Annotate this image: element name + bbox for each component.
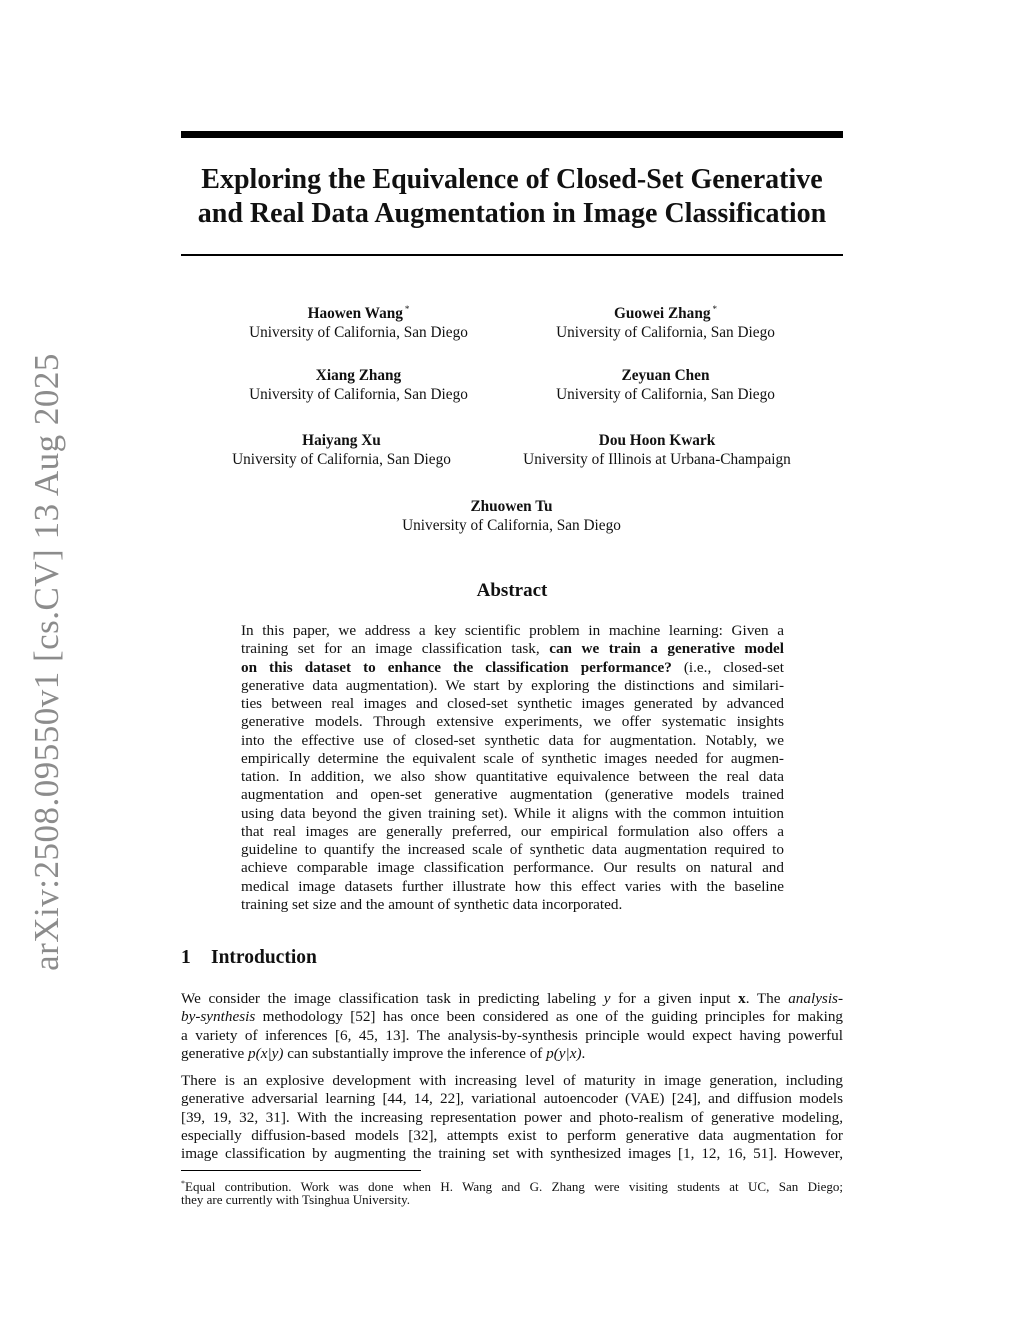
author-name: Zhuowen Tu	[470, 498, 553, 515]
paper-title	[160, 163, 864, 231]
author-block	[390, 497, 633, 535]
title-line: and Real Data Augmentation in Image Classification	[197, 198, 827, 229]
section-title: Introduction	[211, 947, 317, 968]
math-symbol: x	[738, 990, 746, 1007]
author-name: Haowen Wang *	[307, 304, 410, 322]
abstract-line: In this paper, we address a key scientific problem in machine learning: Given a	[241, 622, 784, 639]
abstract-line: into the effective use of closed-set synthetic data for augmentation. Notably, we	[241, 731, 784, 749]
title-bottom-rule	[181, 254, 843, 256]
paragraph-line: image classification by augmenting the training set with synthesized images [1, 12, 16, 51]. However,	[181, 1145, 843, 1162]
section-heading-introduction	[181, 947, 317, 969]
title-line: Exploring the Equivalence of Closed-Set Generative	[201, 164, 823, 195]
abstract-line: ties between real images and closed-set synthetic images generated by advanced	[241, 695, 784, 712]
abstract-line: empirically determine the equivalent scale of synthetic images needed for augmen-	[241, 749, 784, 767]
author-affiliation: University of California, San Diego	[556, 324, 775, 341]
author-name: Haiyang Xu	[302, 432, 381, 449]
emphasis-text: analysis-	[788, 990, 844, 1007]
abstract-line: training set size and the amount of synthetic data incorporated.	[241, 895, 623, 913]
author-affiliation: University of California, San Diego	[402, 517, 621, 534]
footnote	[181, 1176, 843, 1208]
author-block	[237, 366, 480, 404]
abstract-line: training set for an image classification task, can we train a generative model	[241, 640, 785, 658]
abstract-line: tation. In addition, we also show quantitative equivalence between the real data	[241, 768, 784, 785]
author-affiliation: University of California, San Diego	[556, 386, 775, 403]
author-block	[502, 431, 812, 469]
paragraph-line: There is an explosive development with increasing level of maturity in image generation, including	[181, 1072, 843, 1089]
abstract-emphasis: on this dataset to enhance the classification performance?	[241, 658, 672, 676]
footnote-rule	[181, 1170, 421, 1171]
author-name: Xiang Zhang	[315, 367, 402, 384]
author-block	[544, 300, 787, 342]
author-affiliation: University of Illinois at Urbana-Champaign	[523, 451, 791, 468]
abstract-line: generative data augmentation). We start by exploring the distinctions and similari-	[241, 676, 784, 694]
emphasis-text: by-synthesis	[181, 1008, 256, 1026]
abstract-heading: Abstract	[476, 580, 548, 601]
footnote-line: they are currently with Tsinghua University.	[181, 1192, 411, 1207]
author-name: Dou Hoon Kwark	[598, 432, 716, 449]
intro-paragraph	[181, 990, 843, 1063]
paragraph-line: [39, 19, 32, 31]. With the increasing representation power and photo-realism of generative modeling,	[181, 1108, 843, 1126]
paragraph-line: generative p(x|y) can substantially improve the inference of p(y|x).	[181, 1044, 586, 1062]
paragraph-line: a variety of inferences [6, 45, 13]. The analysis-by-synthesis principle would expect having powerful	[181, 1026, 843, 1044]
paragraph-line: especially diffusion-based models [32], attempts exist to perform generative data augmentation for	[181, 1126, 843, 1144]
paragraph-line: by-synthesis methodology [52] has once been considered as one of the guiding principles for making	[181, 1008, 844, 1026]
math-symbol: y	[603, 990, 611, 1007]
title-top-rule	[181, 131, 843, 138]
abstract-line: generative models. Through extensive experiments, we offer systematic insights	[241, 713, 784, 731]
abstract-line: achieve comparable image classification performance. Our results on natural and	[241, 859, 784, 877]
footnote-line: *Equal contribution. Work was done when H. Wang and G. Zhang were visiting students at UC, San Diego;	[181, 1179, 843, 1194]
author-block	[544, 366, 787, 404]
arxiv-identifier-text: arXiv:2508.09550v1 [cs.CV] 13 Aug 2025	[27, 353, 66, 971]
author-name: Zeyuan Chen	[621, 367, 710, 384]
abstract-line: using data beyond the given training set). While it aligns with the common intuition	[241, 804, 784, 822]
math-expression: p(y|x)	[546, 1044, 582, 1062]
author-affiliation: University of California, San Diego	[232, 451, 451, 468]
intro-paragraph	[181, 1072, 843, 1163]
abstract-line: guideline to quantify the increased scale of synthetic data augmentation required to	[241, 841, 784, 858]
abstract-line: augmentation and open-set generative augmentation (generative models trained	[241, 786, 784, 804]
paragraph-line: We consider the image classification task in predicting labeling y for a given input x. The analysis-	[181, 990, 844, 1007]
equal-contribution-mark: *	[404, 304, 410, 314]
abstract-line: that real images are generally preferred, our empirical formulation also offers a	[241, 822, 784, 840]
section-number: 1	[181, 947, 191, 968]
author-block	[237, 300, 480, 342]
author-name: Guowei Zhang *	[614, 304, 717, 322]
paragraph-line: generative adversarial learning [44, 14, 22], variational autoencoder (VAE) [24], and diffusion models	[181, 1090, 843, 1108]
math-expression: p(x|y)	[248, 1044, 284, 1062]
abstract-line: medical image datasets further illustrate how this effect varies with the baseline	[241, 877, 784, 895]
author-affiliation: University of California, San Diego	[249, 324, 468, 341]
footnote-mark: *	[181, 1179, 185, 1188]
abstract-line: on this dataset to enhance the classification performance? (i.e., closed-set	[241, 658, 784, 676]
author-block	[220, 431, 463, 469]
equal-contribution-mark: *	[712, 304, 717, 314]
author-affiliation: University of California, San Diego	[249, 386, 468, 403]
abstract-emphasis: can we train a generative model	[549, 640, 785, 658]
abstract-body	[241, 622, 784, 914]
